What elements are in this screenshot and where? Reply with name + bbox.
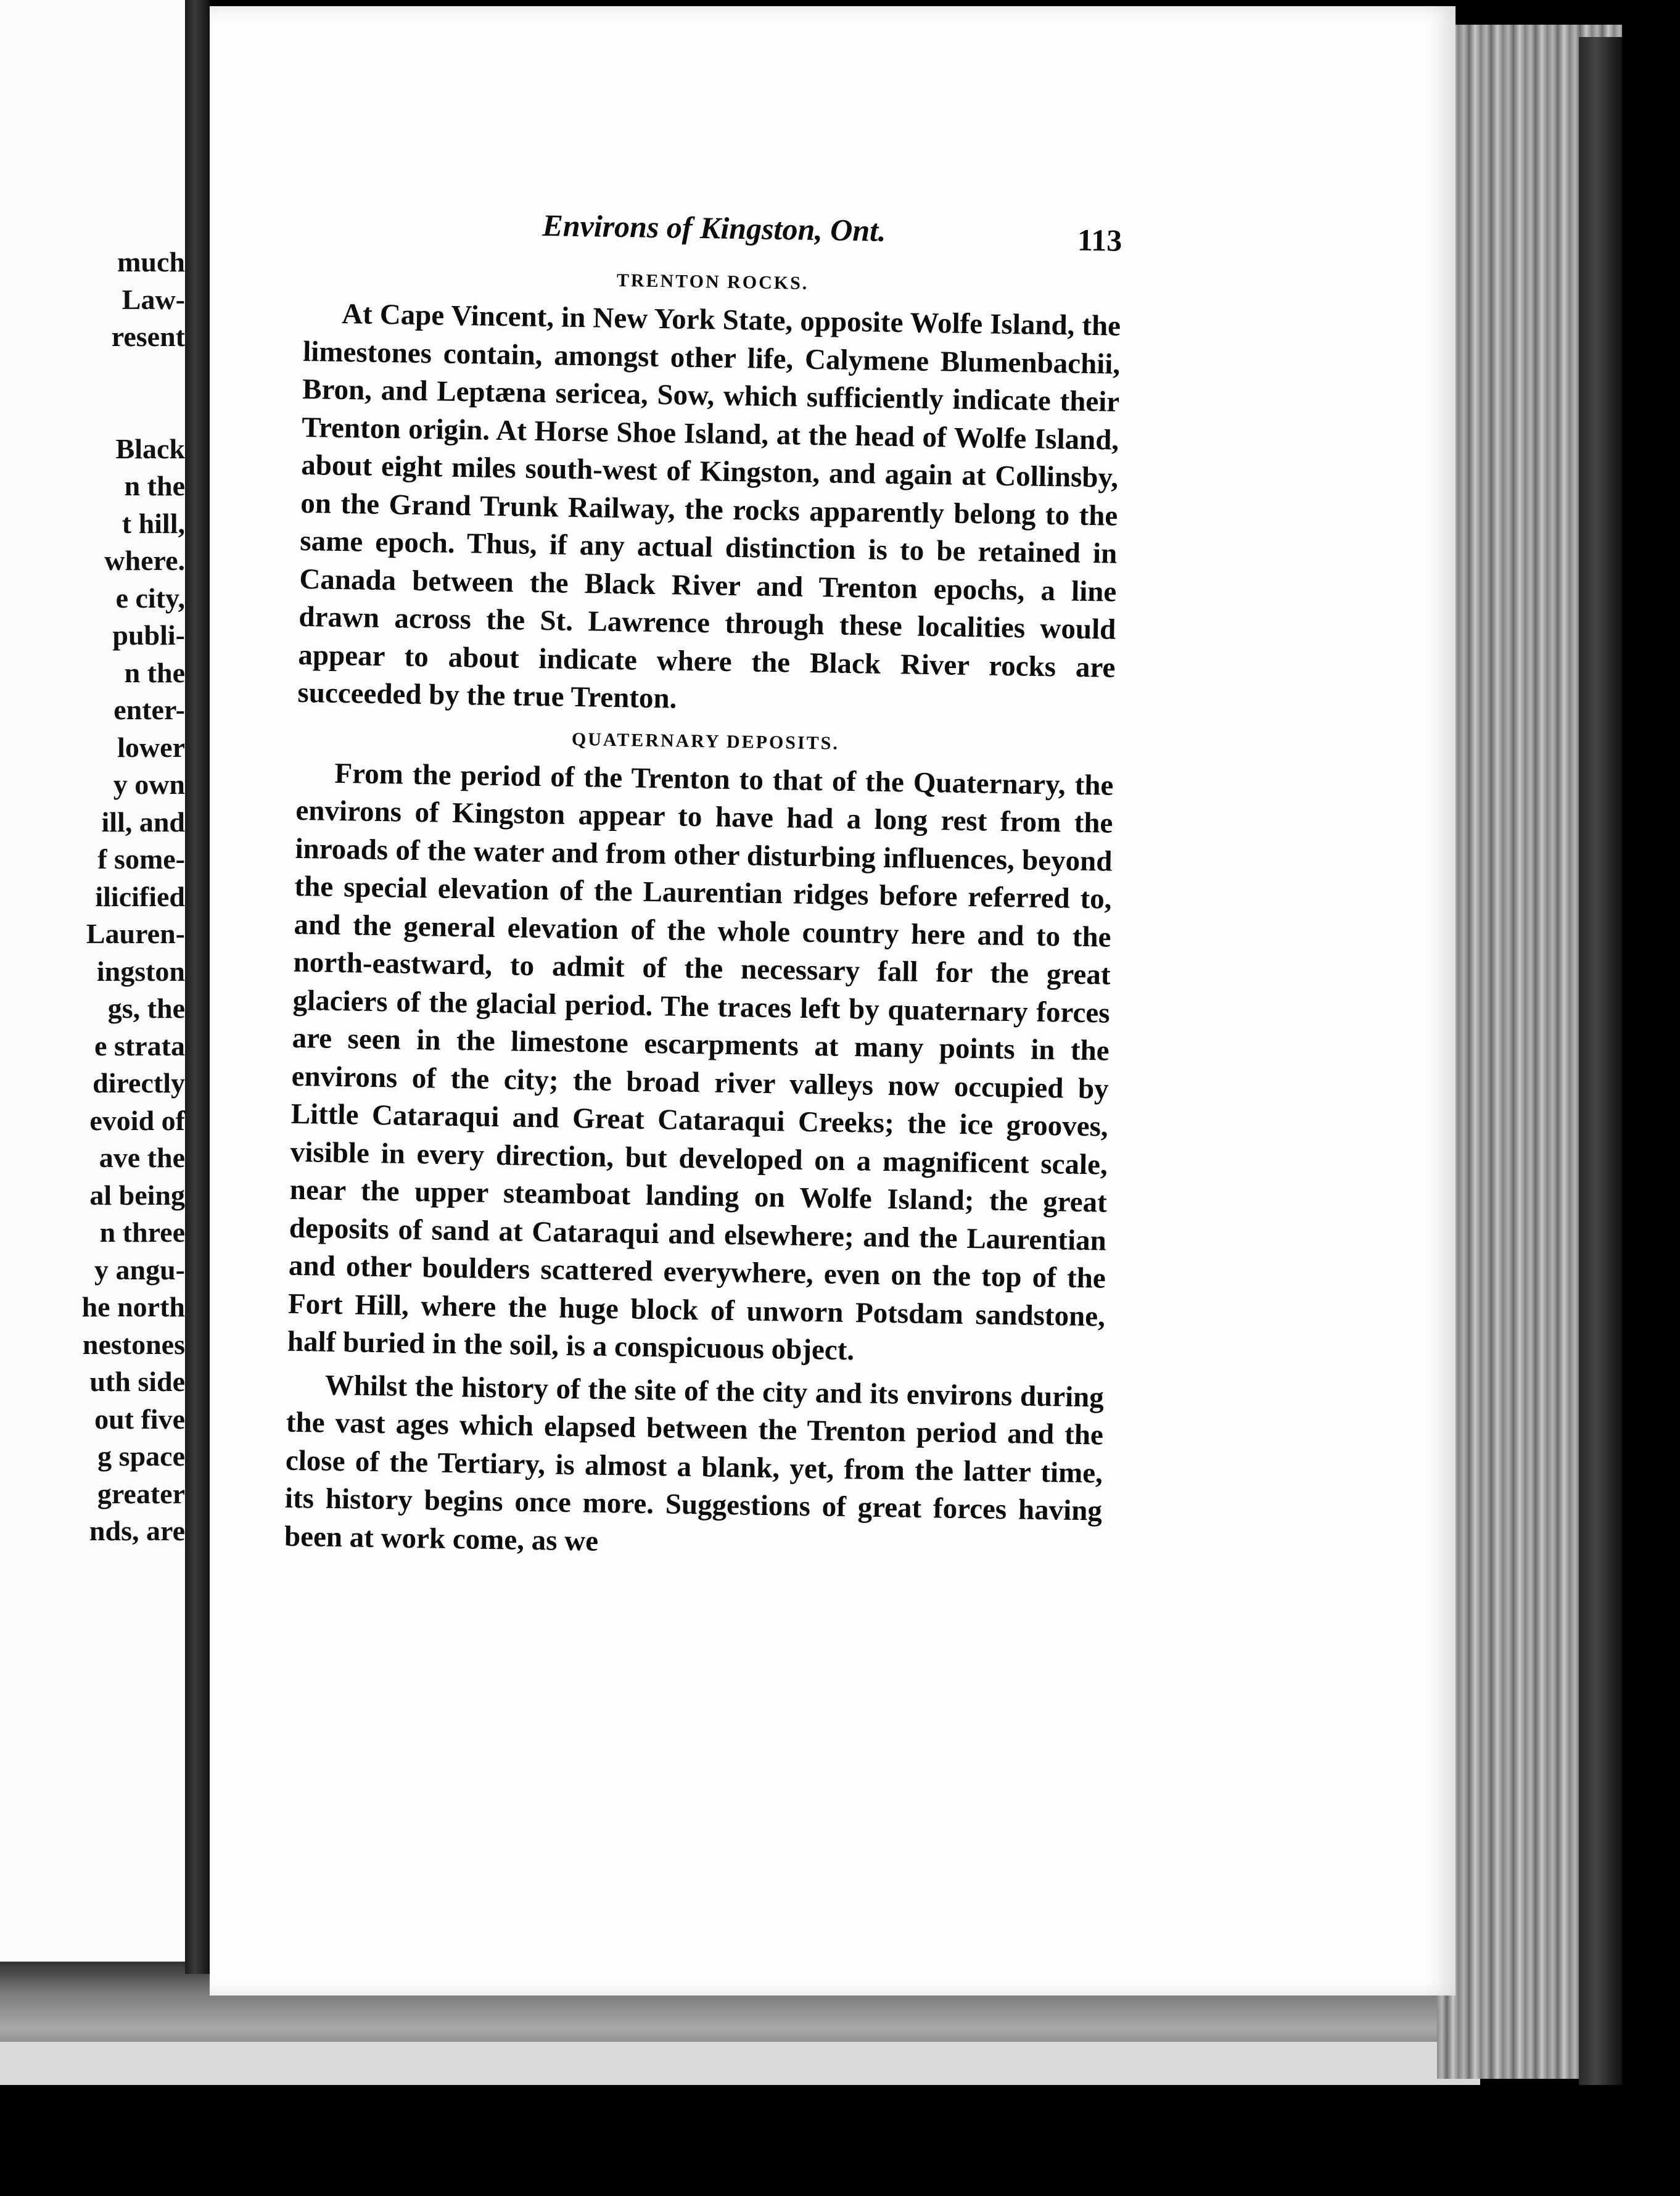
book-cover-edge	[1579, 37, 1622, 2085]
page-number: 113	[1077, 222, 1122, 258]
left-page-fragment: n the	[124, 470, 185, 502]
left-page-fragment	[0, 393, 185, 431]
left-page-fragment: t hill,	[121, 507, 185, 539]
left-page-fragment: much	[117, 246, 185, 278]
left-page-fragment: y own	[113, 769, 185, 800]
left-page-fragment: he north	[81, 1291, 185, 1323]
left-page-fragment: ill, and	[101, 806, 185, 838]
left-page-fragment: resent	[111, 321, 185, 352]
left-page-fragment: uth side	[89, 1366, 185, 1397]
left-page-fragment: where.	[104, 545, 185, 576]
left-page-fragment: out five	[94, 1403, 185, 1435]
left-page-fragment: e strata	[94, 1030, 185, 1062]
left-facing-page	[0, 0, 189, 1962]
page-content	[284, 204, 1122, 1569]
section-heading-trenton-rocks: TRENTON ROCKS.	[616, 270, 809, 294]
left-page-fragment: f some-	[97, 843, 185, 875]
paragraph-trenton-rocks: At Cape Vincent, in New York State, opposite Wolfe Island, the limestones contain, amongst other life, Calymene Blumenbachii, Bron, and Leptæna sericea, Sow, which sufficiently indicate their Trenton origin. At Horse Shoe Island, at the head of Wolfe Island, about eight miles south-west of Kingston, and again at Collinsby, on the Grand Trunk Railway, the rocks apparently belong to the same epoch. Thus, if any actual distinction is to be retained in Canada between the Black River and Trenton epochs, a line drawn across the St. Lawrence through these localities would appear to about indicate where the Black River rocks are succeeded by the true Trenton.	[297, 297, 1121, 715]
left-page-fragment: evoid of	[89, 1104, 185, 1136]
left-page-fragment: ingston	[96, 955, 185, 987]
left-page-fragment: gs, the	[107, 993, 185, 1024]
left-page-fragment: y angu-	[94, 1253, 185, 1286]
left-page-fragment: lower	[117, 731, 185, 763]
section-heading-quaternary-deposits: QUATERNARY DEPOSITS.	[571, 729, 840, 754]
left-page-fragment: greater	[97, 1477, 185, 1509]
left-page-fragment	[0, 356, 185, 394]
left-page-fragment: directly	[93, 1067, 185, 1099]
left-page-fragment: e city,	[115, 582, 185, 614]
running-title: Environs of Kingston, Ont.	[542, 208, 887, 248]
left-page-fragment: enter-	[113, 694, 185, 725]
left-page-fragment: Law-	[121, 283, 185, 315]
book-bottom-edge-light	[0, 2042, 1480, 2085]
book-gutter	[185, 0, 210, 1974]
left-page-fragment: g space	[97, 1440, 185, 1472]
left-page-fragment: n three	[99, 1216, 185, 1248]
left-page-fragment: Black	[115, 432, 185, 464]
left-page-fragment: ave the	[99, 1142, 185, 1173]
left-page-fragment: publi-	[112, 619, 185, 651]
left-page-fragment: nestones	[82, 1328, 185, 1360]
paragraph-quaternary-1: From the period of the Trenton to that of the Quaternary, the environs of Kingston appear to have had a long rest from the inroads of the water and from other disturbing influences, beyond the special elevation of the Laurentian ridges before referred to, and the general elevation of the whole country here and to the north-eastward, to admit of the necessary fall for the great glaciers of the glacial period. The traces left by quaternary forces are seen in the limestone escarpments at many points in the environs of the city; the broad river valleys now occupied by Little Cataraqui and Great Cataraqui Creeks; the ice grooves, visible in every direction, but developed on a magnificent scale, near the upper steamboat landing on Wolfe Island; the great deposits of sand at Cataraqui and elsewhere; and the Laurentian and other boulders scattered everywhere, even on the top of the Fort Hill, where the huge block of unworn Potsdam sandstone, half buried in the soil, is a conspicuous object.	[287, 757, 1114, 1367]
left-page-fragment: al being	[89, 1179, 185, 1211]
left-page-fragment: nds, are	[89, 1515, 185, 1546]
paragraph-quaternary-2: Whilst the history of the site of the city and its environs during the vast ages which elapsed between the Trenton period and the close of the Tertiary, is almost a blank, yet, from the latter time, its history begins once more. Suggestions of great forces having been at work come, as we	[284, 1369, 1105, 1558]
left-page-text-fragments	[0, 244, 185, 1550]
left-page-fragment: n the	[124, 656, 185, 688]
left-page-fragment: Lauren-	[86, 918, 185, 949]
left-page-fragment: ilicified	[95, 880, 185, 912]
